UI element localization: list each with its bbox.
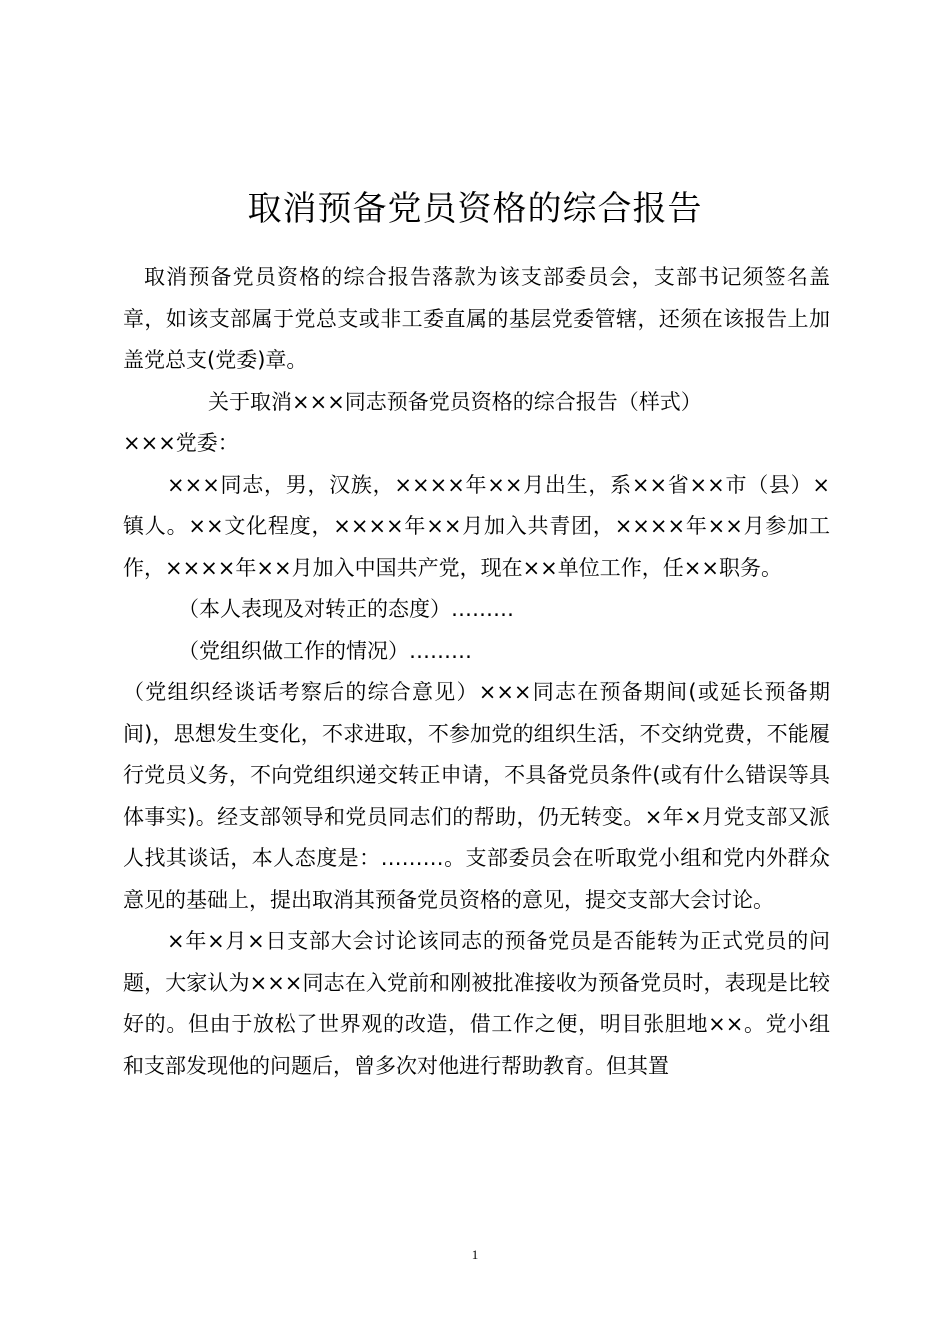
performance-note: （本人表现及对转正的态度）……… (178, 597, 514, 621)
addressee-line: ×××党委： (123, 431, 239, 455)
document-title: 取消预备党员资格的综合报告 (247, 189, 703, 229)
party-work-note: （党组织做工作的情况）……… (178, 638, 472, 663)
meeting-paragraph: ×年×月×日支部大会讨论该同志的预备党员是否能转为正式党员的问题，大家认为×××同志在入党前和刚被批准接收为预备党员时，表现是比较好的。但由于放松了世界观的改造，借工作之便，明目张胆地××。党小组和支部发现他的问题后，曾多次对他进行帮助教育。但其置 (123, 929, 830, 1078)
profile-paragraph: ×××同志，男，汉族，××××年××月出生，系××省××市（县）×镇人。××文化程度，××××年××月加入共青团，××××年××月参加工作，××××年××月加入中国共产党，现在××单位工作，任××职务。 (123, 472, 830, 580)
document-body (123, 257, 830, 1087)
intro-paragraph: 取消预备党员资格的综合报告落款为该支部委员会，支部书记须签名盖章，如该支部属于党总支或非工委直属的基层党委管辖，还须在该报告上加盖党总支(党委)章。 (123, 265, 830, 372)
page-number: 1 (471, 1247, 479, 1262)
sample-report-title: 关于取消×××同志预备党员资格的综合报告（样式） (208, 389, 702, 414)
assessment-paragraph: （党组织经谈话考察后的综合意见）×××同志在预备期间(或延长预备期间)，思想发生变化，不求进取，不参加党的组织生活，不交纳党费，不能履行党员义务，不向党组织递交转正申请，不具备党员条件(或有什么错误等具体事实)。经支部领导和党员同志们的帮助，仍无转变。×年×月党支部又派人找其谈话，本人态度是：………。支部委员会在听取党小组和党内外群众意见的基础上，提出取消其预备党员资格的意见，提交支部大会讨论。 (123, 680, 830, 912)
